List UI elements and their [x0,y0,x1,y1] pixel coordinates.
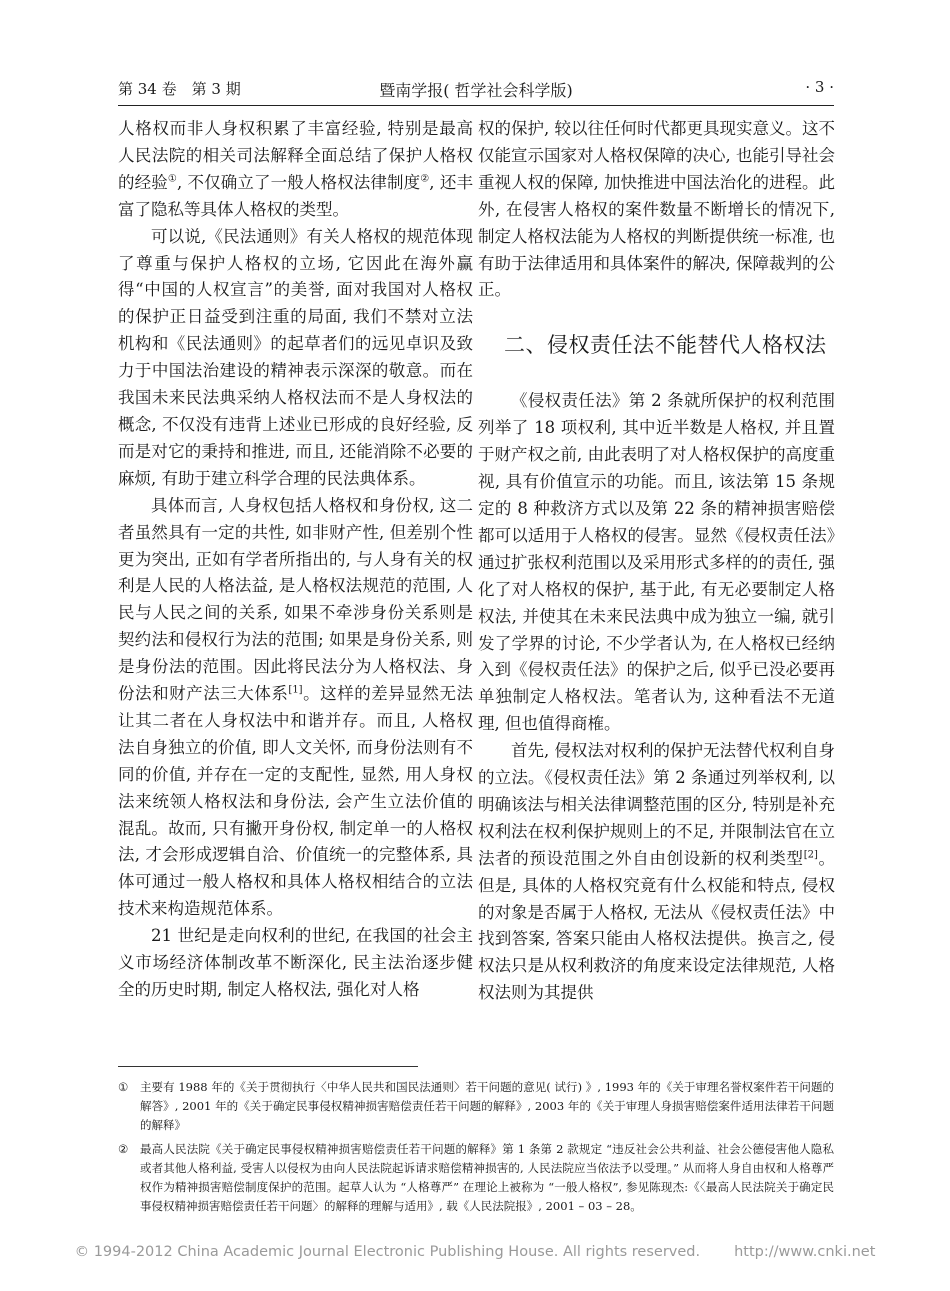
running-header [118,78,834,102]
copyright-text: © 1994-2012 China Academic Journal Electronic Publishing House. All rights reserved. [74,1244,701,1260]
paragraph: 具体而言, 人身权包括人格权和身份权, 这二者虽然具有一定的共性, 如非财产性, 但差别个性更为突出, 正如有学者所指出的, 与人身有关的权利是人民的人格法益, 是人格权法规范的范围, 人民与人民之间的关系, 如果不牵涉身份关系则是契约法和侵权行为法的范围; 如果是身份关系, 则是身份法的范围。因此将民法分为人格权法、身份法和财产法三大体系[1]。这样的差异显然无法让其二者在人身权法中和谐并存。而且, 人格权法自身独立的价值, 即人文关怀, 而身份法则有不同的价值, 并存在一定的支配性, 显然, 用人身权法来统领人格权法和身份法, 会产生立法价值的混乱。故而, 只有撇开身份权, 制定单一的人格权法, 才会形成逻辑自洽、价值统一的完整体系, 具体可通过一般人格权和具体人格权相结合的立法技术来构造规范体系。 [118,495,474,919]
footnote-mark: ② [118,1142,129,1156]
volume-issue: 第 34 卷 第 3 期 [118,80,241,98]
footnote-ref[interactable]: ② [420,173,430,185]
right-column [478,116,835,1007]
section-heading: 二、侵权责任法不能替代人格权法 [504,333,827,358]
footnote-text: 主要有 1988 年的《关于贯彻执行〈中华人民共和国民法通则〉若干问题的意见( 试行) 》, 1993 年的《关于审理名誉权案件若干问题的解答》, 2001 年的《关于确定民事侵权精神损害赔偿责任若干问题的解释》, 2003 年的《关于审理人身损害赔偿案件适用法律若干问题的解释》 [140,1080,834,1132]
page-number: · 3 · [805,78,834,96]
footnote-rule [118,1066,418,1067]
journal-title: 暨南学报( 哲学社会科学版) [379,81,573,100]
header-rule [118,105,834,106]
footnote [118,1078,834,1135]
paragraph: 人格权而非人身权积累了丰富经验, 特别是最高人民法院的相关司法解释全面总结了保护人格权的经验①, 不仅确立了一般人格权法律制度②, 还丰富了隐私等具体人格权的类型。 [118,119,474,219]
paragraph: 首先, 侵权法对权利的保护无法替代权利自身的立法。《侵权责任法》第 2 条通过列举权利, 以明确该法与相关法律调整范围的区分, 特别是补充权利法在权利保护规则上的不足, 并限制法官在立法者的预设范围之外自由创设新的权利类型[2]。但是, 具体的人格权究竟有什么权能和特点, 侵权的对象是否属于人格权, 无法从《侵权责任法》中找到答案, 答案只能由人格权法提供。换言之, 侵权法只是从权利救济的角度来设定法律规范, 人格权法则为其提供 [478,741,836,1003]
footnote-ref[interactable]: ① [167,173,177,185]
paragraph: 21 世纪是走向权利的世纪, 在我国的社会主义市场经济体制改革不断深化, 民主法治逐步健全的历史时期, 制定人格权法, 强化对人格 [118,926,473,999]
left-column [118,116,473,1004]
paragraph: 《侵权责任法》第 2 条就所保护的权利范围列举了 18 项权利, 其中近半数是人格权, 并且置于财产权之前, 由此表明了对人格权保护的高度重视, 具有价值宣示的功能。而且, 该法第 15 条规定的 8 种救济方式以及第 22 条的精神损害赔偿都可以适用于人格权的侵害。显然《侵权责任法》通过扩张权利范围以及采用形式多样的的责任, 强化了对人格权的保护, 基于此, 有无必要制定人格权法, 并使其在未来民法典中成为独立一编, 就引发了学界的讨论, 不少学者认为, 在人格权已经纳入到《侵权责任法》的保护之后, 似乎已没必要再单独制定人格权法。笔者认为, 这种看法不无道理, 但也值得商榷。 [478,391,835,734]
paragraph: 权的保护, 较以往任何时代都更具现实意义。这不仅能宣示国家对人格权保障的决心, 也能引导社会重视人权的保障, 加快推进中国法治化的进程。此外, 在侵害人格权的案件数量不断增长的情况下, 制定人格权法能为人格权的判断提供统一标准, 也有助于法律适用和具体案件的解决, 保障裁判的公正。 [478,119,835,300]
footer-link[interactable]: http://www.cnki.net [734,1244,876,1260]
citation-ref[interactable]: [1] [288,684,303,696]
citation-ref[interactable]: [2] [803,849,818,861]
footnotes [118,1078,834,1221]
paragraph: 可以说,《民法通则》有关人格权的规范体现了尊重与保护人格权的立场, 它因此在海外赢得“中国的人权宣言”的美誉, 面对我国对人格权的保护正日益受到注重的局面, 我们不禁对立法机构和《民法通则》的起草者们的远见卓识及致力于中国法治建设的精神表示深深的敬意。而在我国未来民法典采纳人格权法而不是人身权法的概念, 不仅没有违背上述业已形成的良好经验, 反而是对它的秉持和推进, 而且, 还能消除不必要的麻烦, 有助于建立科学合理的民法典体系。 [118,226,473,488]
copyright-footer [0,1244,950,1260]
footnote-text: 最高人民法院《关于确定民事侵权精神损害赔偿责任若干问题的解释》第 1 条第 2 款规定 “违反社会公共利益、社会公德侵害他人隐私或者其他人格利益, 受害人以侵权为由向人民法院起诉请求赔偿精神损害的, 人民法院应当依法予以受理。” 从而将人身自由权和人格尊严权作为精神损害赔偿制度保护的范围。起草人认为 “人格尊严” 在理论上被称为 “一般人格权”, 参见陈现杰:《〈最高人民法院关于确定民事侵权精神损害赔偿责任若干问题〉的解释的理解与适用》, 载《人民法院报》, 2001 – 03 – 28。 [140,1142,834,1213]
footnote [118,1140,834,1216]
footnote-mark: ① [118,1080,129,1094]
